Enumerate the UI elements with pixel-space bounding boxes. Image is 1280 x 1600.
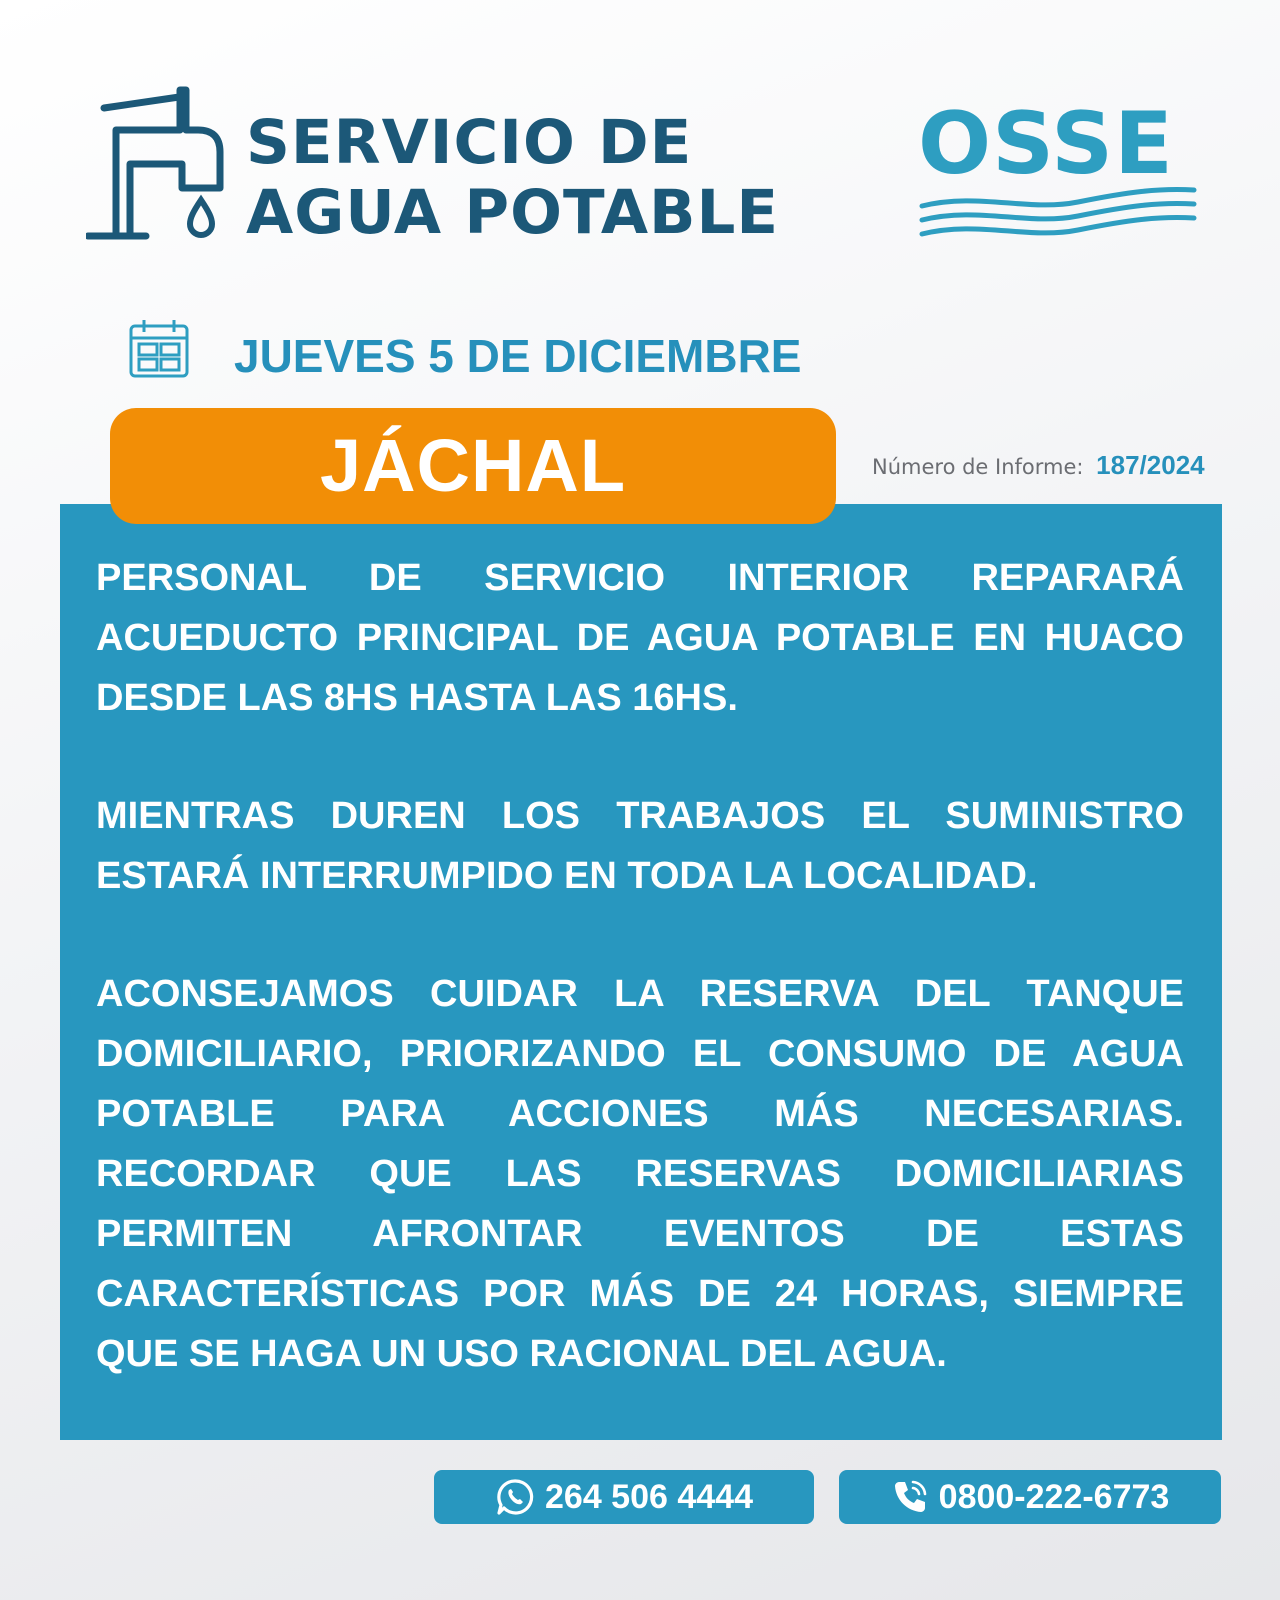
report-value: 187/2024 [1096, 450, 1205, 480]
calendar-icon [128, 318, 190, 380]
faucet-icon [86, 84, 228, 240]
phone-number: 0800-222-6773 [938, 1477, 1170, 1516]
notice-paragraph-3: ACONSEJAMOS CUIDAR LA RESERVA DEL TANQUE DOMICILIARIO, PRIORIZANDO EL CONSUMO DE AGUA POTABLE PARA ACCIONES MÁS NECESARIAS. RECORDAR QUE LAS RESERVAS DOMICILIARIAS PERMITEN AFRONTAR EVENTOS DE ESTAS CARACTERÍSTICAS POR MÁS DE 24 HORAS, SIEMPRE QUE SE HAGA UN USO RACIONAL DEL AGUA. [96, 973, 1184, 1375]
whatsapp-number: 264 506 4444 [545, 1477, 753, 1516]
phone-contact[interactable] [839, 1470, 1221, 1524]
phone-icon [891, 1478, 929, 1516]
whatsapp-icon [495, 1477, 535, 1517]
location-name: JÁCHAL [319, 424, 627, 507]
logo-text: OSSE [918, 94, 1174, 194]
osse-logo [918, 94, 1198, 254]
notice-paragraph-2: MIENTRAS DUREN LOS TRABAJOS EL SUMINISTRO ESTARÁ INTERRUMPIDO EN TODA LA LOCALIDAD. [96, 795, 1184, 897]
page-title [246, 108, 779, 248]
whatsapp-contact[interactable] [434, 1470, 814, 1524]
report-number [872, 450, 1205, 481]
title-line-2: AGUA POTABLE [246, 177, 780, 248]
notice-panel [60, 504, 1222, 1440]
location-badge [110, 408, 836, 524]
waves-icon [918, 182, 1198, 252]
notice-paragraph-1: PERSONAL DE SERVICIO INTERIOR REPARARÁ ACUEDUCTO PRINCIPAL DE AGUA POTABLE EN HUACO DESDE LAS 8HS HASTA LAS 16HS. [96, 557, 1184, 719]
report-label: Número de Informe: [872, 455, 1084, 479]
title-line-1: SERVICIO DE [246, 107, 693, 178]
date-text: JUEVES 5 DE DICIEMBRE [234, 330, 802, 382]
